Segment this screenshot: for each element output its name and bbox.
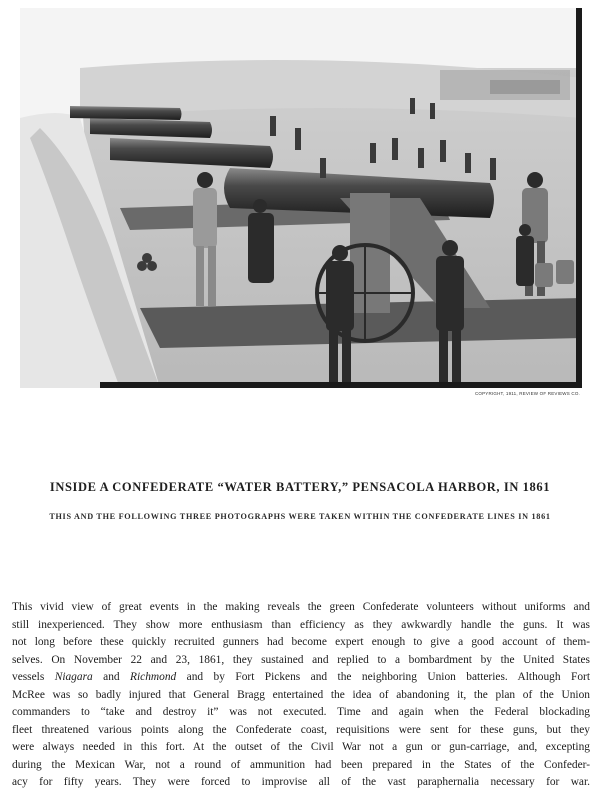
historical-photograph [20,8,582,388]
caption-title: INSIDE A CONFEDERATE “WATER BATTERY,” PENSACOLA HARBOR, IN 1861 [49,480,551,494]
body-paragraph [12,599,590,792]
body-line: during the Mexican War, not a round of ammunition had been prepared in the States of the Confeder- [12,758,590,771]
caption-subtitle: THIS AND THE FOLLOWING THREE PHOTOGRAPHS WERE TAKEN WITHIN THE CONFEDERATE LINES IN 1861 [49,512,551,521]
body-line: still inexperienced. They show more enthusiasm than efficiency as they awkwardly handle the guns. It was [12,618,590,631]
battery-photo-image [20,8,582,388]
body-line: selves. On November 22 and 23, 1861, they sustained and replied to a bombardment by the United States [12,653,590,666]
body-line: acy for fifty years. They were forced to improvise all of the vast paraphernalia necessary for war. [12,776,590,788]
body-line: This vivid view of great events in the making reveals the green Confederate volunteers without uniforms and [12,601,590,613]
body-line: vessels Niagara and Richmond and by Fort Pickens and the neighboring Union batteries. Although Fort [12,671,590,683]
body-line: were always needed in this fort. At the outset of the Civil War not a gun or gun-carriage, and, excepting [12,741,590,753]
body-line: fleet threatened various points along the Confederate coast, requisitions were sent for these guns, but they [12,723,590,736]
body-line: McRee was so badly injured that General Bragg entertained the idea of abandoning it, the plan of the Union [12,688,590,701]
body-line: not long before these quickly recruited gunners had become expert enough to give a good account of them- [12,636,590,648]
copyright-notice: COPYRIGHT, 1911, REVIEW OF REVIEWS CO. [474,391,580,396]
body-line: commanders to “take and destroy it” was not executed. Time and again when the Federal blockading [12,706,590,718]
